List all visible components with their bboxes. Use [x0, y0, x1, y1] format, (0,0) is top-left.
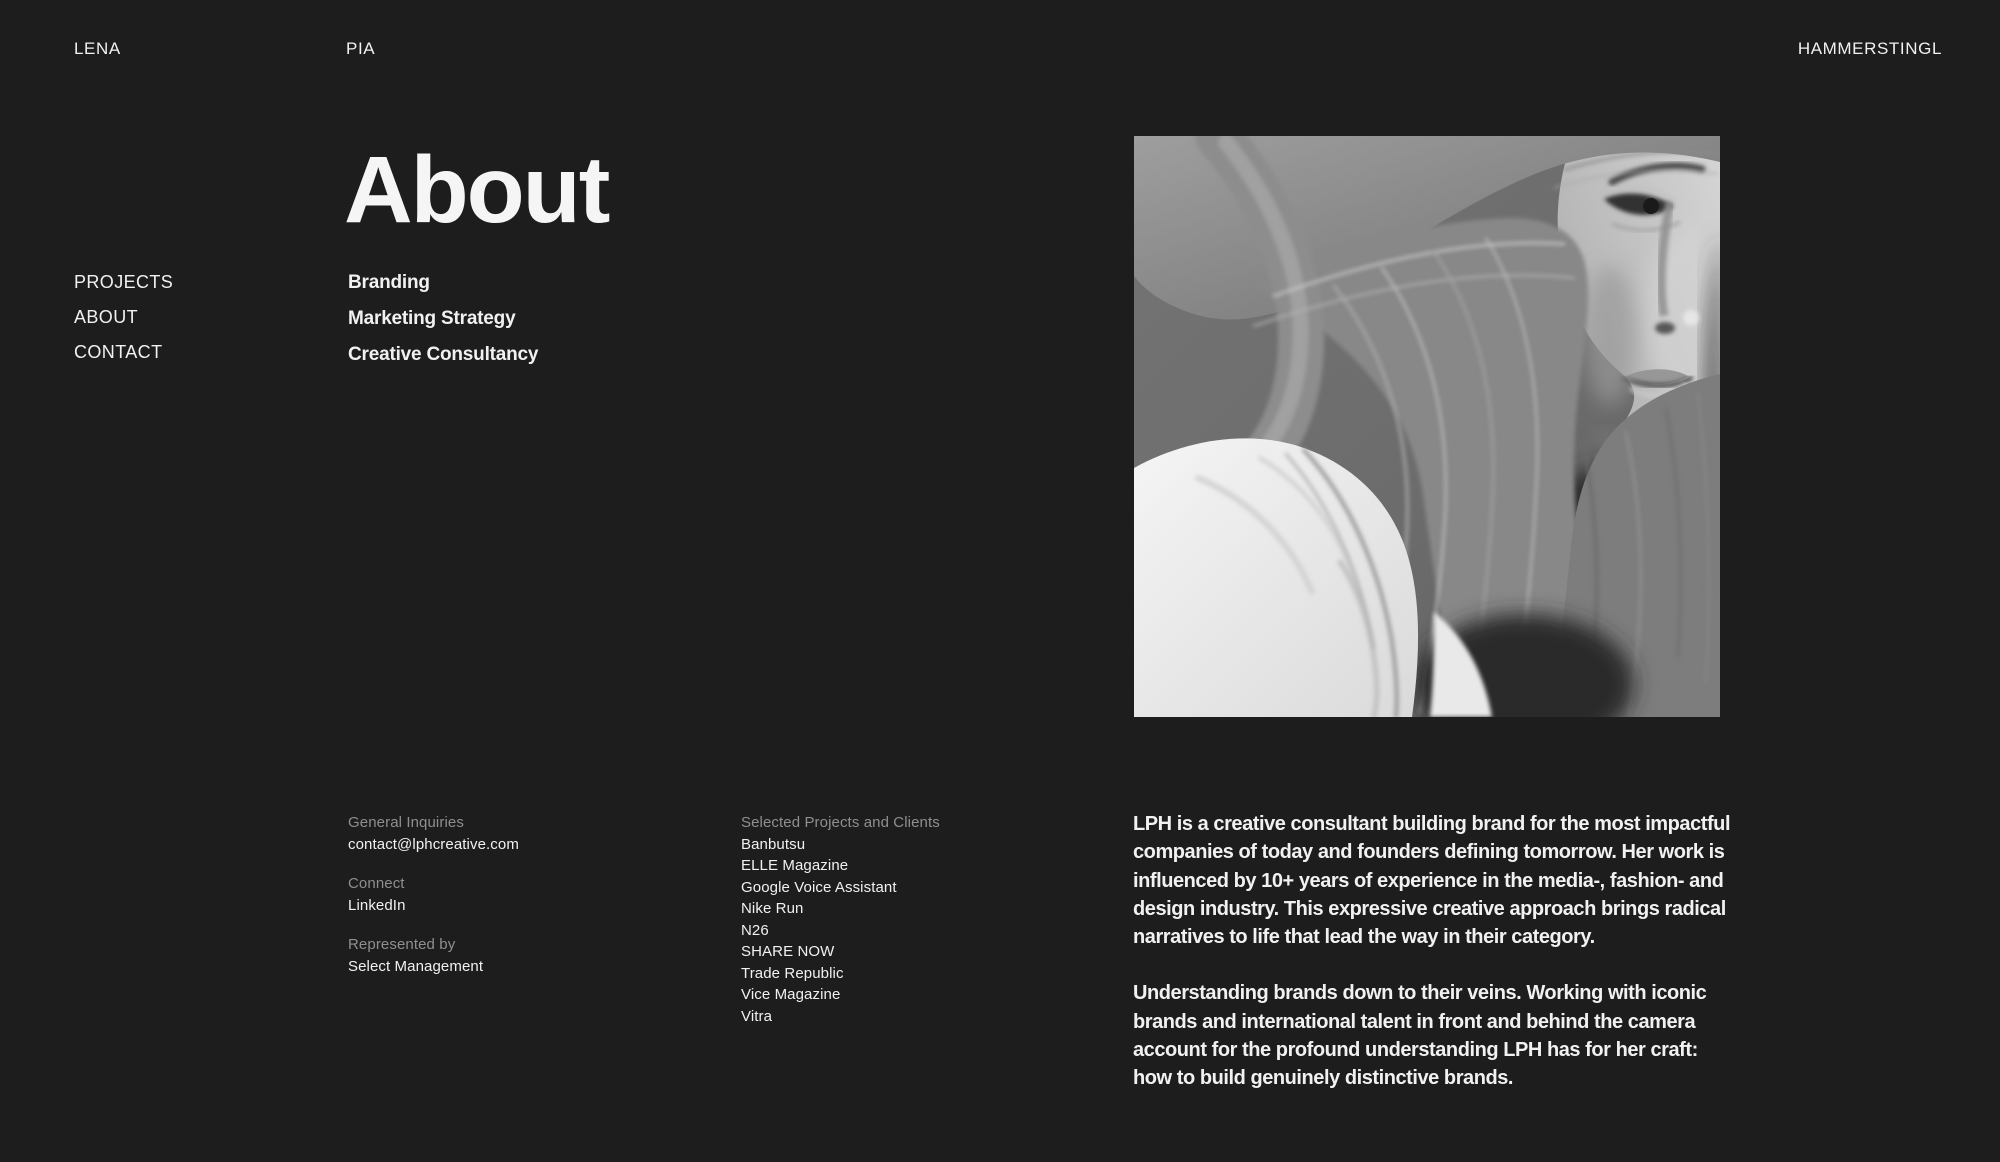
nav-item-about[interactable]: ABOUT: [74, 307, 139, 327]
services-list: [348, 265, 538, 373]
footer-contact-column: [348, 812, 519, 995]
bio-line: influenced by 10+ years of experience in the media-, fashion- and: [1133, 869, 1724, 892]
select-management-link[interactable]: Select Management: [348, 957, 484, 975]
client-item: ELLE Magazine: [741, 857, 849, 874]
email-link[interactable]: contact@lphcreative.com: [348, 835, 519, 853]
service-branding: Branding: [348, 272, 430, 293]
bio-text: [1133, 810, 1730, 1093]
connect-label: Connect: [348, 875, 405, 892]
bio-paragraph-2: [1133, 979, 1730, 1092]
clients-list: [741, 834, 940, 1028]
sidebar-nav: [74, 265, 173, 370]
contact-group-inquiries: [348, 812, 519, 855]
linkedin-link[interactable]: LinkedIn: [348, 896, 406, 914]
wordmark-pia[interactable]: PIA: [346, 39, 376, 58]
nav-item-contact[interactable]: CONTACT: [74, 342, 163, 362]
bio-line: how to build genuinely distinctive brands.: [1133, 1067, 1514, 1090]
client-item: Google Voice Assistant: [741, 878, 897, 896]
nav-item-projects[interactable]: PROJECTS: [74, 272, 174, 292]
page-title: About: [344, 137, 609, 243]
bio-line: narratives to life that lead the way in their category.: [1133, 926, 1595, 949]
represented-by-label: Represented by: [348, 936, 456, 953]
wordmark-lena[interactable]: LENA: [74, 39, 121, 58]
bio-line: brands and international talent in front and behind the camera: [1133, 1010, 1696, 1033]
client-item: Trade Republic: [741, 964, 844, 982]
general-inquiries-label: General Inquiries: [348, 814, 464, 831]
bio-line: account for the profound understanding LPH has for her craft:: [1133, 1039, 1698, 1062]
clients-label: Selected Projects and Clients: [741, 814, 940, 831]
bio-line: companies of today and founders defining tomorrow. Her work is: [1133, 841, 1725, 864]
footer-clients-column: [741, 812, 940, 1027]
client-item: Vice Magazine: [741, 986, 841, 1003]
client-item: Vitra: [741, 1007, 773, 1025]
wordmark-hammerstingl[interactable]: HAMMERSTINGL: [1797, 39, 1942, 58]
bio-paragraph-1: [1133, 810, 1730, 951]
client-item: Banbutsu: [741, 835, 806, 853]
bio-line: LPH is a creative consultant building brand for the most impactful: [1133, 813, 1731, 835]
client-item: SHARE NOW: [741, 943, 835, 960]
bio-line: design industry. This expressive creative approach brings radical: [1133, 897, 1726, 920]
contact-group-connect: [348, 873, 519, 916]
client-item: Nike Run: [741, 900, 804, 917]
service-marketing-strategy: Marketing Strategy: [348, 308, 516, 329]
client-item: N26: [741, 921, 769, 939]
service-creative-consultancy: Creative Consultancy: [348, 344, 539, 365]
portrait-illustration: [1134, 136, 1720, 717]
bio-line: Understanding brands down to their veins. Working with iconic: [1133, 982, 1707, 1005]
contact-group-representation: [348, 934, 519, 977]
portrait-photo: [1134, 136, 1720, 717]
